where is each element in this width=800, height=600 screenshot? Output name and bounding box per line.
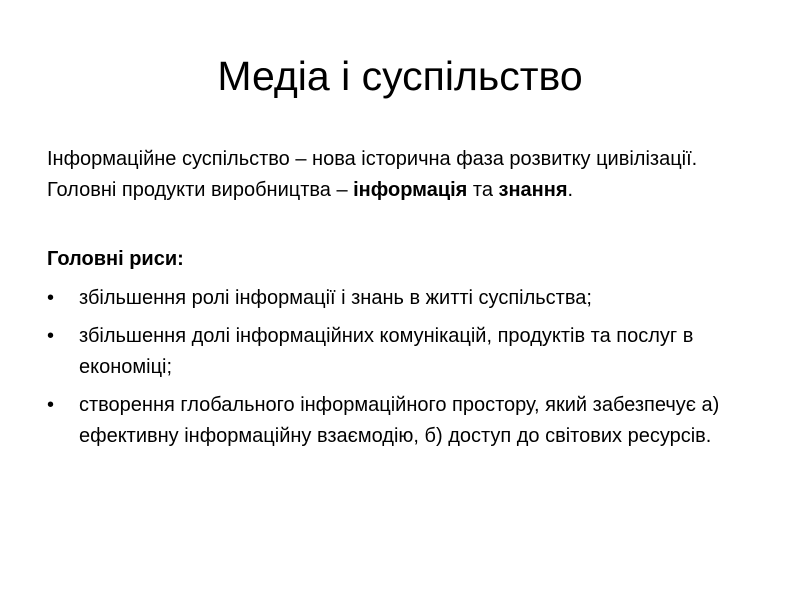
intro-text-2: та <box>467 179 499 201</box>
list-item-text: створення глобального інформаційного простору, який забезпечує а) ефективну інформаційну взаємодію, б) доступ до світових ресурсів. <box>79 394 720 447</box>
intro-bold-knowledge: знання <box>498 179 568 201</box>
bullet-icon: • <box>47 287 55 309</box>
intro-bold-information: інформація <box>353 179 468 201</box>
intro-text-1: Інформаційне суспільство – нова історична фаза розвитку цивілізації. Головні продукти виробництва – <box>47 148 698 201</box>
slide-body <box>47 144 747 459</box>
list-item <box>47 390 747 452</box>
bullet-icon: • <box>47 394 55 416</box>
paragraph-spacer <box>47 206 747 244</box>
intro-paragraph <box>47 144 747 206</box>
list-item <box>47 283 747 314</box>
list-item <box>47 321 747 383</box>
slide-title: Медіа і суспільство <box>217 53 583 99</box>
features-list <box>47 283 747 452</box>
bullet-icon: • <box>47 325 55 347</box>
intro-text-3: . <box>567 179 574 201</box>
list-item-text: збільшення ролі інформації і знань в житті суспільства; <box>79 287 592 309</box>
list-item-text: збільшення долі інформаційних комунікацій, продуктів та послуг в економіці; <box>79 325 694 378</box>
features-heading: Головні риси: <box>47 248 184 270</box>
